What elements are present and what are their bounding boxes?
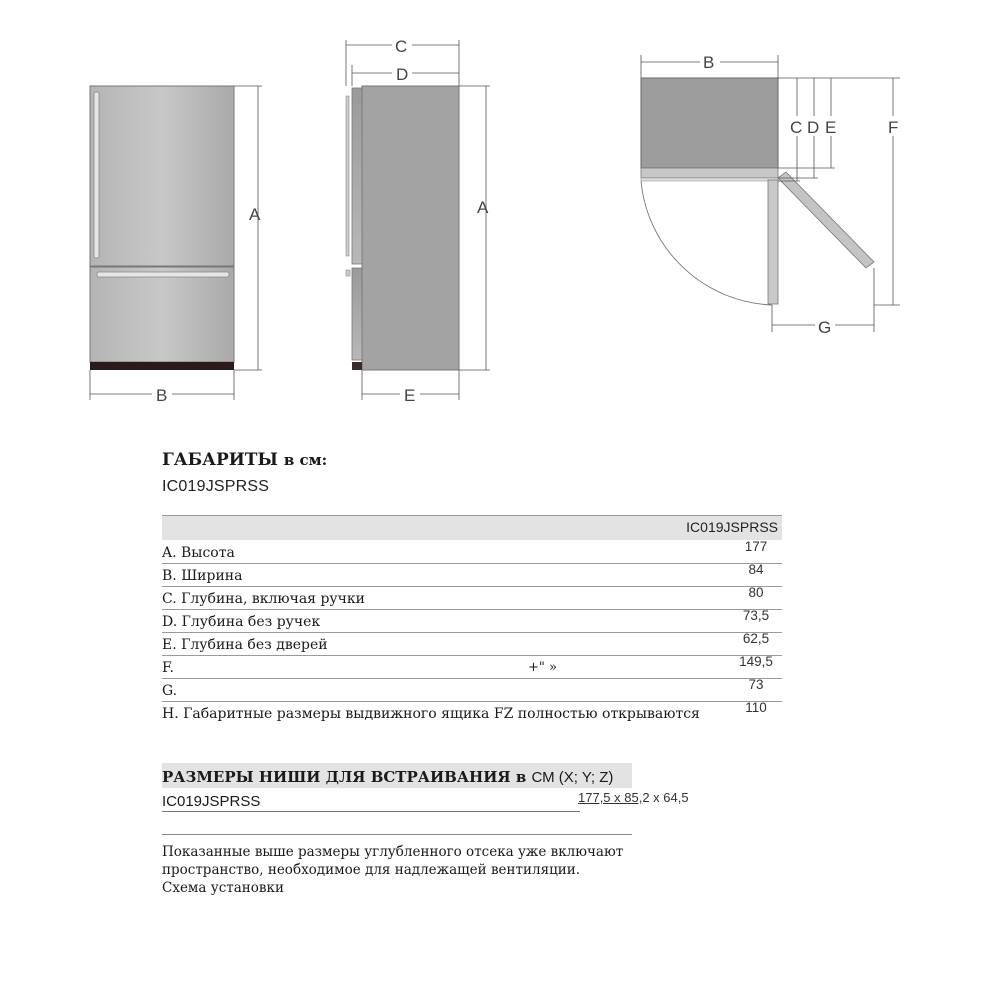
top-label-d: D <box>807 118 820 137</box>
front-label-b: B <box>156 386 168 405</box>
note-line: Схема установки <box>162 880 284 896</box>
niche-value-b: 2 x 64,5 <box>642 790 689 805</box>
side-label-d: D <box>396 65 409 84</box>
niche-value <box>578 790 689 805</box>
row-label: F. <box>162 660 174 676</box>
niche-row <box>162 789 580 812</box>
side-handle-upper <box>346 96 349 256</box>
table-row <box>162 540 782 564</box>
niche-unit: СМ (X; Y; Z) <box>531 769 614 786</box>
fridge-upper-door <box>90 86 234 266</box>
table-row <box>162 563 782 587</box>
niche-header <box>162 763 632 788</box>
section-title-unit: в см <box>283 451 322 469</box>
note-line: Показанные выше размеры углубленного отсека уже включают <box>162 844 624 860</box>
row-value: 84 <box>748 562 764 577</box>
side-label-a: A <box>477 198 489 217</box>
top-label-c: C <box>790 118 803 137</box>
model-name: IC019JSPRSS <box>162 478 270 495</box>
dimension-diagrams <box>0 0 999 430</box>
row-label: C. Глубина, включая ручки <box>162 591 365 607</box>
open-door-angled <box>778 172 874 268</box>
row-mid-text: +" » <box>528 660 557 675</box>
table-row <box>162 609 782 633</box>
row-value: 110 <box>745 700 767 715</box>
open-door-side <box>768 180 778 304</box>
table-column-header: IC019JSPRSS <box>686 519 778 535</box>
note-line: пространство, необходимое для надлежащей вентиляции. <box>162 862 581 878</box>
niche-title-text: РАЗМЕРЫ НИШИ ДЛЯ ВСТРАИВАНИЯ в <box>162 768 527 786</box>
installation-note <box>162 843 662 897</box>
row-label: B. Ширина <box>162 568 243 584</box>
side-door-lower <box>352 268 362 360</box>
niche-divider <box>162 834 632 835</box>
table-row <box>162 632 782 656</box>
row-value: 73,5 <box>742 608 770 623</box>
door-swing-arc <box>641 181 772 305</box>
top-door-closed <box>641 168 778 178</box>
row-value: 149,5 <box>739 654 773 669</box>
fridge-kickplate <box>90 362 234 370</box>
row-label: G. <box>162 683 178 699</box>
table-row <box>162 701 782 724</box>
top-label-f: F <box>888 118 899 137</box>
top-label-b: B <box>703 53 715 72</box>
table-row <box>162 655 782 679</box>
front-label-a: A <box>249 205 261 224</box>
side-door-upper <box>352 88 362 264</box>
side-view <box>346 36 490 405</box>
row-value: 80 <box>748 585 764 600</box>
drawer-handle <box>97 272 229 277</box>
front-view <box>90 86 262 405</box>
fridge-lower-drawer <box>90 267 234 362</box>
table-row <box>162 586 782 610</box>
side-cabinet <box>362 86 459 370</box>
niche-value-a: 177,5 x 85, <box>578 790 643 805</box>
upper-door-handle <box>94 92 99 258</box>
top-view <box>641 52 904 337</box>
top-label-g: G <box>818 318 832 337</box>
section-title <box>162 450 327 470</box>
row-label: H. Габаритные размеры выдвижного ящика FZ полностью открываются <box>162 706 700 722</box>
section-title-main: ГАБАРИТЫ <box>162 450 278 470</box>
row-value: 73 <box>748 677 764 692</box>
row-label: D. Глубина без ручек <box>162 614 321 630</box>
top-cabinet <box>641 78 778 168</box>
side-label-e: E <box>404 386 416 405</box>
table-header <box>162 515 782 540</box>
side-handle-lower <box>346 270 350 276</box>
row-value: 177 <box>744 539 768 554</box>
top-label-e: E <box>825 118 837 137</box>
row-value: 62,5 <box>742 631 770 646</box>
niche-title <box>162 768 613 786</box>
row-label: A. Высота <box>162 545 235 561</box>
section-title-colon: : <box>321 451 328 469</box>
row-label: E. Глубина без дверей <box>162 637 328 653</box>
table-row <box>162 678 782 702</box>
side-label-c: C <box>395 37 408 56</box>
niche-model: IC019JSPRSS <box>162 793 261 810</box>
